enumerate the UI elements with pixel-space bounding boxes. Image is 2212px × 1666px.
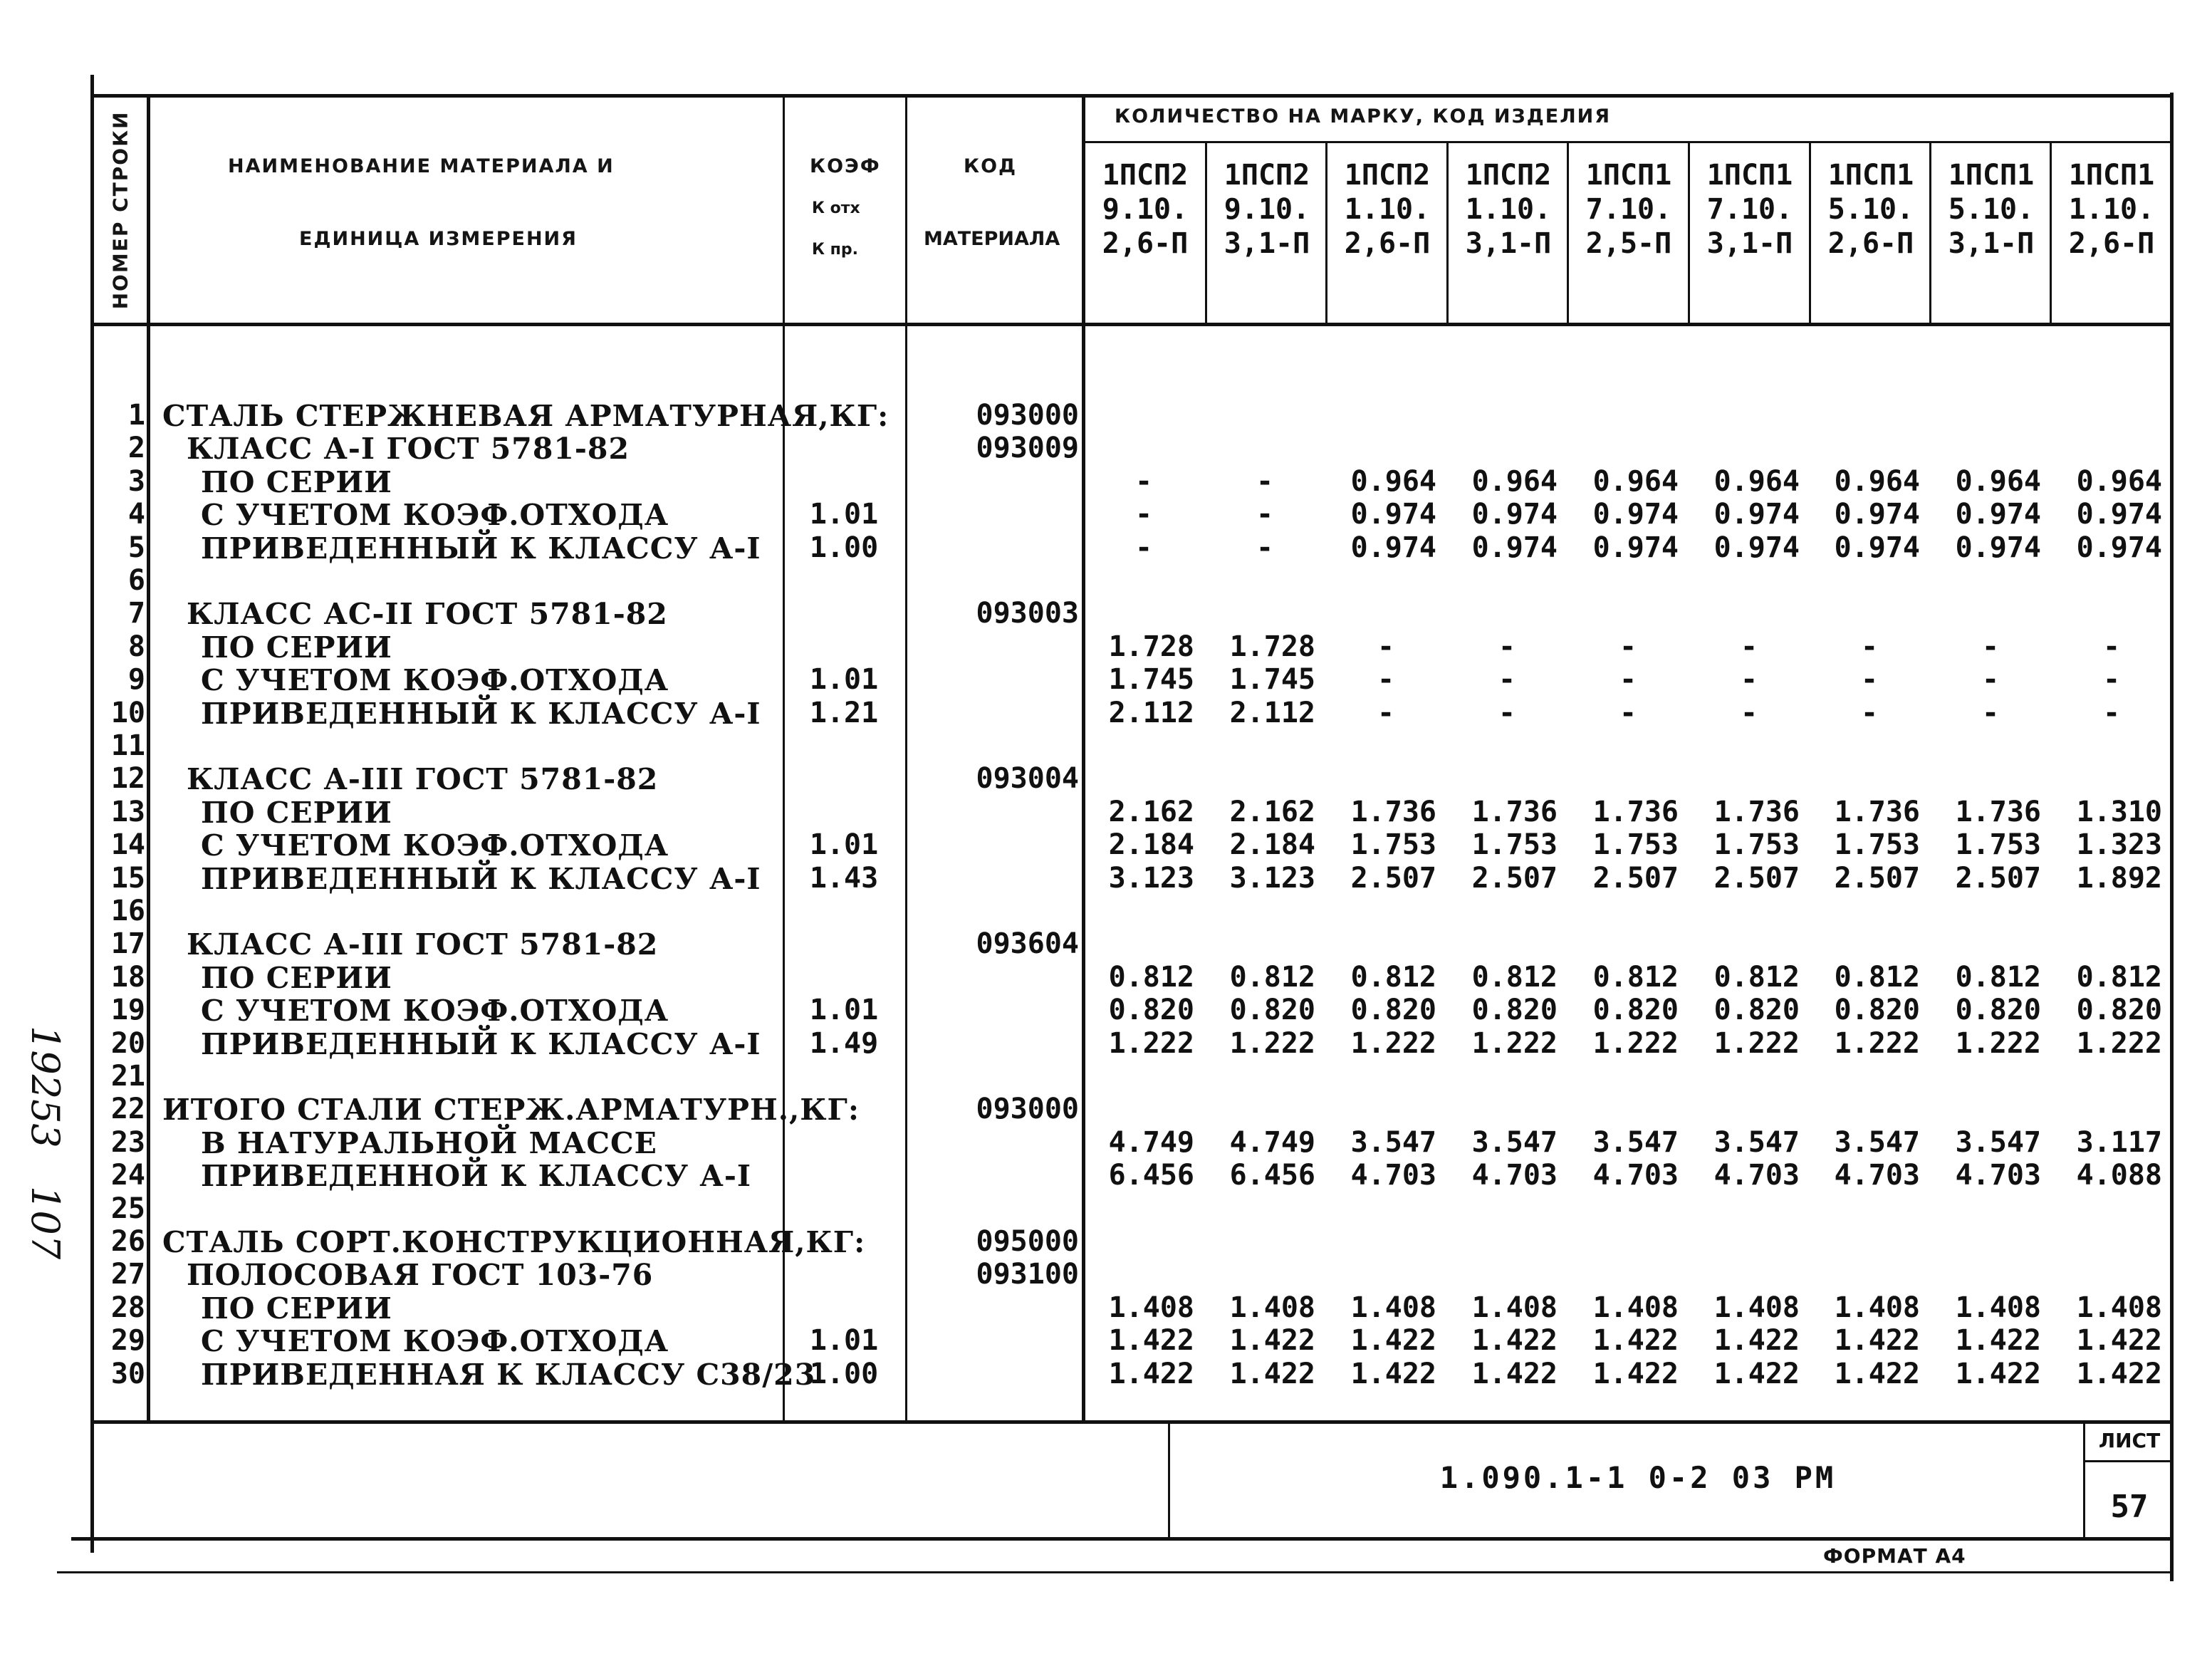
sheet-label: ЛИСТ (2098, 1429, 2161, 1452)
quantity-cell: 2.162 (1108, 796, 1194, 828)
quantity-cell: 1.736 (1471, 796, 1558, 828)
row-number: 6 (127, 564, 145, 597)
material-name: КЛАСС А-III ГОСТ 5781-82 (187, 762, 659, 796)
material-name: КЛАСС АС-II ГОСТ 5781-82 (187, 597, 668, 631)
quantity-cell: 1.408 (1592, 1291, 1679, 1324)
koef-header-line3: К пр. (812, 241, 858, 259)
quantity-cell: 1.422 (1350, 1324, 1436, 1357)
material-name-header-line2: ЕДИНИЦА ИЗМЕРЕНИЯ (299, 228, 578, 250)
material-name: ИТОГО СТАЛИ СТЕРЖ.АРМАТУРН.,КГ: (162, 1093, 860, 1127)
col-divider-code (1082, 94, 1085, 1422)
material-name: СТАЛЬ СОРТ.КОНСТРУКЦИОННАЯ,КГ: (162, 1225, 866, 1259)
quantity-cell: 0.974 (1592, 531, 1679, 564)
quantity-cell: 1.728 (1108, 630, 1194, 663)
quantity-cell: - (1256, 465, 1274, 498)
quantity-cell: 1.408 (2076, 1291, 2162, 1324)
material-name: ПО СЕРИИ (201, 465, 392, 499)
quantity-cell: 2.184 (1108, 828, 1194, 861)
quantity-cell: - (1981, 663, 2000, 696)
quantity-cell: 0.974 (2076, 498, 2162, 531)
quantity-cell: 1.736 (1713, 796, 1800, 828)
quantity-cell: 1.222 (1229, 1027, 1315, 1060)
quantity-cell: 3.547 (1834, 1126, 1920, 1159)
quantity-cell: 1.422 (1834, 1358, 1920, 1390)
row-number: 24 (110, 1159, 145, 1192)
quantity-cell: 1.753 (1834, 828, 1920, 861)
material-name: ПОЛОСОВАЯ ГОСТ 103-76 (187, 1258, 654, 1292)
inventory-number-note: 19253 (23, 1026, 68, 1148)
quantity-cell: 1.222 (1108, 1027, 1194, 1060)
quantity-cell: 1.728 (1229, 630, 1315, 663)
quantity-cell: 1.408 (1834, 1291, 1920, 1324)
footer-bottom-border (71, 1537, 2174, 1541)
quantity-cell: 1.222 (1592, 1027, 1679, 1060)
code-header-line1: КОД (964, 155, 1018, 177)
quantity-cell: 1.422 (1955, 1324, 2041, 1357)
format-line (57, 1571, 2174, 1573)
material-name: В НАТУРАЛЬНОЙ МАССЕ (201, 1126, 657, 1160)
row-number: 22 (110, 1093, 145, 1125)
quantity-cell: 0.974 (1955, 531, 2041, 564)
quantity-cell: 3.123 (1229, 862, 1315, 895)
quantity-cell: 0.812 (1592, 961, 1679, 994)
product-code-header: 1ПСП1 5.10. 2,6-П (1827, 159, 1914, 260)
quantity-cell: 1.422 (1471, 1324, 1558, 1357)
row-number: 3 (127, 465, 145, 498)
quantity-cell: 1.422 (1713, 1324, 1800, 1357)
quantity-title-divider (1083, 141, 2174, 143)
row-number: 2 (127, 432, 145, 464)
quantity-cell: 1.422 (1229, 1324, 1315, 1357)
quantity-cell: - (1860, 630, 1879, 663)
quantity-cell: - (1134, 498, 1153, 531)
koef-value: 1.00 (809, 531, 879, 564)
koef-value: 1.01 (809, 1324, 879, 1357)
quantity-cell: 4.703 (1592, 1159, 1679, 1192)
quantity-cell: 4.703 (1834, 1159, 1920, 1192)
row-number: 8 (127, 630, 145, 663)
col-divider-rownum (147, 94, 150, 1422)
koef-value: 1.00 (809, 1358, 879, 1390)
quantity-cell: 1.422 (1471, 1358, 1558, 1390)
quantity-cell: 1.745 (1108, 663, 1194, 696)
product-code-header: 1ПСП2 9.10. 3,1-П (1224, 159, 1310, 260)
quantity-cell: 0.974 (1592, 498, 1679, 531)
koef-value: 1.01 (809, 498, 879, 531)
quantity-cell: 0.964 (1471, 465, 1558, 498)
quantity-cell: 3.547 (1592, 1126, 1679, 1159)
quantity-cell: - (1134, 465, 1153, 498)
quantity-cell: 1.310 (2076, 796, 2162, 828)
material-name: ПРИВЕДЕННЫЙ К КЛАССУ А-I (201, 697, 761, 731)
quantity-cell: 1.222 (1955, 1027, 2041, 1060)
quantity-cell: 1.736 (1955, 796, 2041, 828)
col-divider-name (783, 94, 785, 1422)
page-mark-note: 107 (23, 1186, 68, 1260)
row-number: 12 (110, 762, 145, 795)
quantity-cell: 4.703 (1471, 1159, 1558, 1192)
quantity-cell: - (1377, 630, 1395, 663)
quantity-cell: 0.974 (1834, 531, 1920, 564)
material-code: 093100 (976, 1258, 1079, 1291)
material-code: 093000 (976, 399, 1079, 432)
sheet-number: 57 (2110, 1489, 2149, 1525)
product-code-header: 1ПСП2 1.10. 3,1-П (1465, 159, 1552, 260)
quantity-cell: - (1498, 630, 1516, 663)
quantity-cell: - (1860, 697, 1879, 729)
quantity-cell: - (1256, 498, 1274, 531)
quantity-cell: 0.812 (1955, 961, 2041, 994)
quantity-cell: 0.964 (1955, 465, 2041, 498)
row-number: 23 (110, 1126, 145, 1159)
quantity-cell: 0.820 (1471, 994, 1558, 1026)
quantity-header-title: КОЛИЧЕСТВО НА МАРКУ, КОД ИЗДЕЛИЯ (1115, 105, 1612, 127)
quantity-cell: 0.820 (2076, 994, 2162, 1026)
material-name: ПРИВЕДЕННЫЙ К КЛАССУ А-I (201, 1027, 761, 1061)
row-number: 20 (110, 1027, 145, 1060)
material-code: 093003 (976, 597, 1079, 630)
row-number: 10 (110, 697, 145, 729)
document-code-stamp: 1.090.1-1 0-2 03 РМ (1439, 1460, 1837, 1495)
quantity-cell: 0.974 (1471, 531, 1558, 564)
quantity-cell: - (1619, 663, 1637, 696)
quantity-cell: 2.507 (1713, 862, 1800, 895)
quantity-cell: 1.408 (1108, 1291, 1194, 1324)
quantity-cell: 0.974 (1471, 498, 1558, 531)
product-code-header: 1ПСП2 1.10. 2,6-П (1344, 159, 1431, 260)
koef-value: 1.43 (809, 862, 879, 895)
product-code-header: 1ПСП1 7.10. 2,5-П (1585, 159, 1672, 260)
koef-value: 1.21 (809, 697, 879, 729)
quantity-cell: - (1377, 697, 1395, 729)
quantity-cell: 1.222 (1713, 1027, 1800, 1060)
quantity-cell: 0.964 (1592, 465, 1679, 498)
quantity-cell: 0.812 (2076, 961, 2162, 994)
quantity-cell: 0.820 (1350, 994, 1436, 1026)
row-number: 4 (127, 498, 145, 531)
material-name: С УЧЕТОМ КОЭФ.ОТХОДА (201, 828, 669, 863)
quantity-cell: 0.812 (1350, 961, 1436, 994)
header-bottom-border (90, 323, 2174, 326)
col-divider-koef (905, 94, 907, 1422)
material-name: ПО СЕРИИ (201, 796, 392, 830)
quantity-cell: 1.422 (1108, 1358, 1194, 1390)
quantity-cell: 1.736 (1592, 796, 1679, 828)
quantity-cell: 1.408 (1713, 1291, 1800, 1324)
quantity-cell: 0.820 (1592, 994, 1679, 1026)
quantity-cell: - (2102, 697, 2121, 729)
koef-value: 1.01 (809, 663, 879, 696)
quantity-cell: - (1981, 630, 2000, 663)
material-name: ПО СЕРИИ (201, 1291, 392, 1326)
quantity-cell: 1.222 (1350, 1027, 1436, 1060)
quantity-cell: 1.736 (1834, 796, 1920, 828)
row-number: 21 (110, 1060, 145, 1093)
quantity-cell: 2.507 (1592, 862, 1679, 895)
product-code-header: 1ПСП1 5.10. 3,1-П (1948, 159, 2035, 260)
koef-header-line1: КОЭФ (810, 155, 881, 177)
quantity-cell: 3.547 (1713, 1126, 1800, 1159)
quantity-cell: 1.422 (1955, 1358, 2041, 1390)
product-code-header: 1ПСП1 1.10. 2,6-П (2068, 159, 2155, 260)
quantity-cell: 2.112 (1229, 697, 1315, 729)
quantity-cell: 0.974 (1834, 498, 1920, 531)
quantity-cell: 0.820 (1713, 994, 1800, 1026)
quantity-cell: 1.753 (1713, 828, 1800, 861)
quantity-cell: 0.820 (1955, 994, 2041, 1026)
quantity-cell: - (1256, 531, 1274, 564)
quantity-cell: 1.753 (1350, 828, 1436, 861)
quantity-cell: 2.507 (1834, 862, 1920, 895)
koef-value: 1.49 (809, 1027, 879, 1060)
row-number: 7 (127, 597, 145, 630)
quantity-cell: 0.812 (1108, 961, 1194, 994)
material-name: ПРИВЕДЕННОЙ К КЛАССУ А-I (201, 1159, 752, 1193)
quantity-cell: 0.974 (1713, 498, 1800, 531)
quantity-cell: 0.812 (1229, 961, 1315, 994)
quantity-cell: 3.547 (1471, 1126, 1558, 1159)
quantity-cell: 1.422 (1834, 1324, 1920, 1357)
row-number: 29 (110, 1324, 145, 1357)
row-number-header-label: НОМЕР СТРОКИ (108, 110, 132, 310)
quantity-cell: - (1740, 697, 1758, 729)
material-name: С УЧЕТОМ КОЭФ.ОТХОДА (201, 994, 669, 1028)
quantity-cell: 0.974 (1955, 498, 2041, 531)
quantity-cell: 1.422 (1713, 1358, 1800, 1390)
quantity-cell: 3.123 (1108, 862, 1194, 895)
frame-top-border (90, 94, 2174, 98)
row-number: 13 (110, 796, 145, 828)
quantity-cell: 1.422 (1108, 1324, 1194, 1357)
quantity-cell: 0.820 (1834, 994, 1920, 1026)
quantity-cell: 2.184 (1229, 828, 1315, 861)
quantity-cell: - (1498, 697, 1516, 729)
quantity-cell: - (1134, 531, 1153, 564)
material-name: КЛАСС А-I ГОСТ 5781-82 (187, 432, 630, 466)
product-code-header: 1ПСП2 9.10. 2,6-П (1102, 159, 1189, 260)
quantity-cell: 1.892 (2076, 862, 2162, 895)
quantity-cell: 4.749 (1229, 1126, 1315, 1159)
frame-right-border (2170, 93, 2174, 1581)
quantity-cell: 1.422 (2076, 1358, 2162, 1390)
quantity-cell: 0.812 (1713, 961, 1800, 994)
material-name: ПРИВЕДЕННЫЙ К КЛАССУ А-I (201, 862, 761, 896)
quantity-cell: 0.812 (1834, 961, 1920, 994)
quantity-cell: 4.703 (1713, 1159, 1800, 1192)
quantity-cell: 4.749 (1108, 1126, 1194, 1159)
quantity-cell: 0.820 (1229, 994, 1315, 1026)
quantity-cell: 0.974 (2076, 531, 2162, 564)
quantity-cell: 1.422 (2076, 1324, 2162, 1357)
quantity-cell: 0.820 (1108, 994, 1194, 1026)
quantity-cell: - (1740, 663, 1758, 696)
quantity-cell: - (1619, 697, 1637, 729)
quantity-cell: - (1619, 630, 1637, 663)
quantity-cell: - (1377, 663, 1395, 696)
quantity-cell: 2.507 (1471, 862, 1558, 895)
material-name: ПРИВЕДЕННАЯ К КЛАССУ С38/23 (201, 1358, 816, 1392)
quantity-cell: 1.422 (1592, 1358, 1679, 1390)
quantity-cell: 1.753 (1955, 828, 2041, 861)
material-name: С УЧЕТОМ КОЭФ.ОТХОДА (201, 498, 669, 532)
koef-value: 1.01 (809, 994, 879, 1026)
material-code: 093009 (976, 432, 1079, 464)
quantity-cell: 1.422 (1592, 1324, 1679, 1357)
quantity-cell: - (1740, 630, 1758, 663)
row-number: 19 (110, 994, 145, 1026)
material-code: 093004 (976, 762, 1079, 795)
quantity-cell: - (2102, 630, 2121, 663)
material-name: С УЧЕТОМ КОЭФ.ОТХОДА (201, 1324, 669, 1358)
row-number: 18 (110, 961, 145, 994)
material-code: 093000 (976, 1093, 1079, 1125)
material-name: ПО СЕРИИ (201, 961, 392, 995)
material-name: С УЧЕТОМ КОЭФ.ОТХОДА (201, 663, 669, 697)
quantity-cell: 6.456 (1229, 1159, 1315, 1192)
quantity-cell: 1.408 (1350, 1291, 1436, 1324)
quantity-cell: 0.964 (1350, 465, 1436, 498)
row-number-header (94, 100, 147, 321)
quantity-cell: 1.422 (1350, 1358, 1436, 1390)
quantity-cell: 0.974 (1350, 498, 1436, 531)
quantity-cell: - (1981, 697, 2000, 729)
quantity-cell: 2.162 (1229, 796, 1315, 828)
quantity-cell: 1.408 (1955, 1291, 2041, 1324)
quantity-cell: 1.408 (1229, 1291, 1315, 1324)
quantity-cell: 2.507 (1955, 862, 2041, 895)
material-name: ПО СЕРИИ (201, 630, 392, 665)
quantity-cell: 1.222 (2076, 1027, 2162, 1060)
row-number: 27 (110, 1258, 145, 1291)
row-number: 16 (110, 895, 145, 927)
row-number: 11 (110, 729, 145, 762)
quantity-cell: 4.703 (1955, 1159, 2041, 1192)
row-number: 17 (110, 927, 145, 960)
row-number: 9 (127, 663, 145, 696)
quantity-cell: 1.753 (1592, 828, 1679, 861)
quantity-cell: 3.547 (1955, 1126, 2041, 1159)
quantity-cell: - (1860, 663, 1879, 696)
quantity-cell: 1.745 (1229, 663, 1315, 696)
material-code: 093604 (976, 927, 1079, 960)
row-number: 15 (110, 862, 145, 895)
paper-format-label: ФОРМАТ А4 (1823, 1544, 1966, 1568)
quantity-cell: - (1498, 663, 1516, 696)
quantity-cell: 1.422 (1229, 1358, 1315, 1390)
quantity-cell: 0.812 (1471, 961, 1558, 994)
quantity-cell: 6.456 (1108, 1159, 1194, 1192)
product-code-header: 1ПСП1 7.10. 3,1-П (1706, 159, 1793, 260)
quantity-cell: 0.964 (1834, 465, 1920, 498)
material-name: ПРИВЕДЕННЫЙ К КЛАССУ А-I (201, 531, 761, 566)
row-number: 26 (110, 1225, 145, 1258)
quantity-cell: 2.507 (1350, 862, 1436, 895)
quantity-cell: 1.222 (1471, 1027, 1558, 1060)
koef-header-line2: К отх (812, 199, 860, 217)
code-header-line2: МАТЕРИАЛА (924, 228, 1060, 250)
quantity-cell: 2.112 (1108, 697, 1194, 729)
material-name: СТАЛЬ СТЕРЖНЕВАЯ АРМАТУРНАЯ,КГ: (162, 399, 890, 433)
row-number: 28 (110, 1291, 145, 1324)
quantity-cell: 0.974 (1350, 531, 1436, 564)
quantity-cell: 3.117 (2076, 1126, 2162, 1159)
koef-value: 1.01 (809, 828, 879, 861)
quantity-cell: 4.088 (2076, 1159, 2162, 1192)
row-number: 14 (110, 828, 145, 861)
quantity-cell: 0.974 (1713, 531, 1800, 564)
row-number: 5 (127, 531, 145, 564)
material-name-header-line1: НАИМЕНОВАНИЕ МАТЕРИАЛА И (228, 155, 615, 177)
row-number: 1 (127, 399, 145, 432)
quantity-cell: 0.964 (1713, 465, 1800, 498)
material-name: КЛАСС А-III ГОСТ 5781-82 (187, 927, 659, 962)
quantity-cell: 3.547 (1350, 1126, 1436, 1159)
stamp-box-left (1168, 1420, 1170, 1539)
material-code: 095000 (976, 1225, 1079, 1258)
quantity-cell: 4.703 (1350, 1159, 1436, 1192)
quantity-cell: 1.736 (1350, 796, 1436, 828)
quantity-cell: 0.964 (2076, 465, 2162, 498)
row-number: 30 (110, 1358, 145, 1390)
row-number: 25 (110, 1192, 145, 1225)
quantity-cell: 1.408 (1471, 1291, 1558, 1324)
quantity-cell: 1.323 (2076, 828, 2162, 861)
quantity-cell: - (2102, 663, 2121, 696)
quantity-cell: 1.222 (1834, 1027, 1920, 1060)
quantity-cell: 1.753 (1471, 828, 1558, 861)
body-bottom-border (90, 1420, 2174, 1424)
